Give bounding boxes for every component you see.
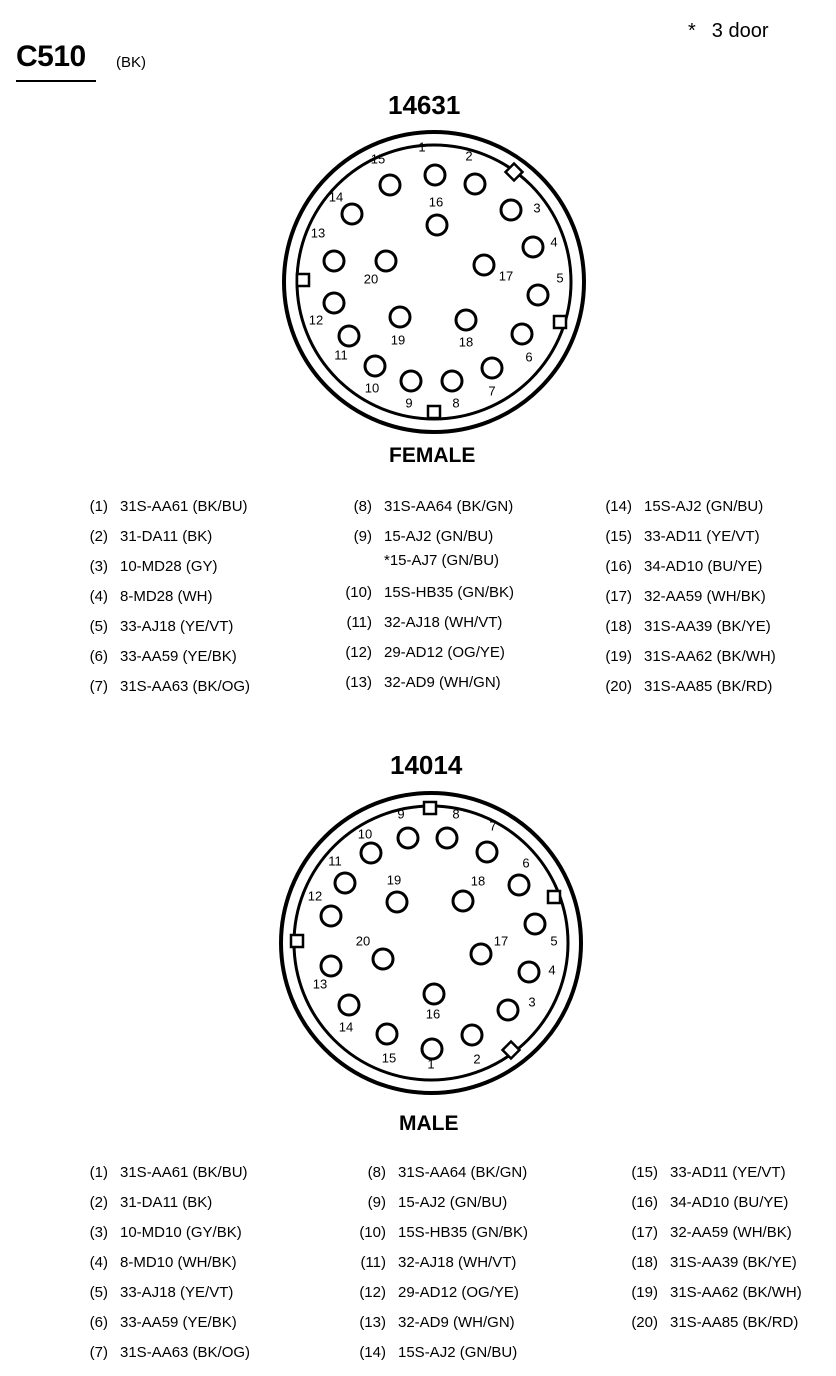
male-circuit: 31S-AA62 (BK/WH)	[670, 1284, 802, 1301]
female-pin-6	[512, 324, 532, 344]
female-pin-label-5: 5	[556, 270, 564, 286]
female-circuit: 32-AJ18 (WH/VT)	[384, 614, 503, 631]
female-pin-row	[72, 552, 218, 582]
male-pin-row	[350, 1278, 519, 1308]
female-circuit: 15S-AJ2 (GN/BU)	[644, 498, 764, 515]
male-pin-label-1: 1	[427, 1056, 435, 1072]
female-pin-label-3: 3	[533, 200, 541, 216]
male-circuit: 31S-AA39 (BK/YE)	[670, 1254, 797, 1271]
female-pin-label-1: 1	[418, 139, 426, 155]
female-circuit: 31S-AA85 (BK/RD)	[644, 678, 773, 695]
male-circuit: 29-AD12 (OG/YE)	[398, 1284, 519, 1301]
male-pin-number: (11)	[360, 1254, 386, 1271]
male-pin-row	[72, 1338, 250, 1368]
female-circuit: 15S-HB35 (GN/BK)	[384, 584, 515, 601]
male-pin-row	[350, 1218, 528, 1248]
female-pin-number: (1)	[89, 498, 108, 515]
female-key-notch	[554, 316, 566, 328]
female-key-notch	[297, 274, 309, 286]
male-pin-3	[498, 1000, 518, 1020]
male-pin-17	[471, 944, 491, 964]
male-pin-row	[72, 1188, 212, 1218]
male-part-number: 14014	[390, 750, 463, 780]
female-pin-label-18: 18	[458, 334, 474, 350]
male-pin-list	[0, 1158, 836, 1376]
male-pin-row	[622, 1188, 788, 1218]
male-pin-row	[72, 1308, 237, 1338]
female-pin-label-6: 6	[525, 349, 533, 365]
female-pin-4	[523, 237, 543, 257]
female-pin-number: (11)	[346, 614, 372, 631]
male-circuit: 15S-HB35 (GN/BK)	[398, 1224, 529, 1241]
male-pin-7	[477, 842, 497, 862]
male-connector-diagram	[273, 785, 593, 1105]
female-pin-19	[390, 307, 410, 327]
male-pin-label-11: 11	[328, 853, 342, 869]
female-pin-label-4: 4	[550, 234, 558, 250]
female-circuit: 31-DA11 (BK)	[120, 528, 213, 545]
male-pin-number: (20)	[631, 1314, 658, 1331]
male-pin-18	[453, 891, 473, 911]
female-key-notch	[428, 406, 440, 418]
female-circuit: 29-AD12 (OG/YE)	[384, 644, 505, 661]
male-pin-number: (18)	[631, 1254, 658, 1271]
male-pin-number: (4)	[89, 1254, 108, 1271]
male-pin-row	[622, 1218, 792, 1248]
male-pin-number: (9)	[367, 1194, 386, 1211]
female-circuit: 32-AD9 (WH/GN)	[384, 674, 501, 691]
male-pin-row	[622, 1278, 802, 1308]
male-pin-label-10: 10	[357, 826, 373, 842]
female-pin-16	[427, 215, 447, 235]
note-text: 3 door	[711, 20, 769, 42]
female-pin-number: (13)	[345, 674, 372, 691]
female-pin-number: (10)	[345, 584, 372, 601]
female-circuit: 33-AJ18 (YE/VT)	[120, 618, 234, 635]
female-circuit: 33-AD11 (YE/VT)	[644, 528, 760, 545]
female-pin-13	[324, 251, 344, 271]
male-pin-label-5: 5	[550, 933, 558, 949]
male-circuit: 31S-AA85 (BK/RD)	[670, 1314, 799, 1331]
male-pin-number: (7)	[89, 1344, 108, 1361]
male-pin-label-20: 20	[355, 933, 371, 949]
female-circuit: 15-AJ2 (GN/BU)	[384, 528, 494, 545]
male-key-notch	[291, 935, 303, 947]
female-pin-label-2: 2	[465, 148, 473, 164]
female-pin-row	[336, 638, 505, 668]
male-key-notch	[424, 802, 436, 814]
male-pin-label-16: 16	[425, 1006, 441, 1022]
female-pin-label-7: 7	[488, 383, 496, 399]
female-circuit: 32-AA59 (WH/BK)	[644, 588, 766, 605]
female-pin-row	[336, 578, 514, 608]
male-pin-12	[321, 906, 341, 926]
male-pin-16	[424, 984, 444, 1004]
female-pin-label-10: 10	[364, 380, 380, 396]
connector-color: (BK)	[116, 54, 146, 71]
female-pin-row	[596, 522, 760, 552]
male-pin-row	[622, 1158, 786, 1188]
male-pin-20	[373, 949, 393, 969]
female-pin-number: (19)	[605, 648, 632, 665]
female-pin-label-17: 17	[498, 268, 514, 284]
female-pin-row	[596, 642, 776, 672]
male-pin-row	[350, 1338, 517, 1368]
female-pin-number: (7)	[89, 678, 108, 695]
male-pin-number: (14)	[359, 1344, 386, 1361]
female-pin-18	[456, 310, 476, 330]
male-pin-15	[377, 1024, 397, 1044]
female-pin-number: (6)	[89, 648, 108, 665]
female-pin-label-12: 12	[308, 312, 324, 328]
female-circuit: 31S-AA63 (BK/OG)	[120, 678, 251, 695]
female-pin-label-20: 20	[363, 271, 379, 287]
male-pin-number: (10)	[359, 1224, 386, 1241]
male-pin-row	[72, 1158, 248, 1188]
male-pin-6	[509, 875, 529, 895]
female-circuit: 8-MD28 (WH)	[120, 588, 213, 605]
female-circuit-alt: *15-AJ7 (GN/BU)	[384, 552, 500, 569]
note-symbol: *	[688, 20, 696, 42]
female-pin-number: (20)	[605, 678, 632, 695]
male-pin-number: (3)	[89, 1224, 108, 1241]
connector-id: C510	[16, 40, 86, 73]
male-circuit: 31-DA11 (BK)	[120, 1194, 213, 1211]
female-pin-8	[442, 371, 462, 391]
male-pin-label-7: 7	[489, 818, 497, 834]
female-pin-number: (14)	[605, 498, 632, 515]
male-circuit: 34-AD10 (BU/YE)	[670, 1194, 789, 1211]
male-key-notch	[503, 1042, 520, 1059]
male-circuit: 33-AA59 (YE/BK)	[120, 1314, 237, 1331]
female-circuit: 31S-AA62 (BK/WH)	[644, 648, 776, 665]
female-pin-row	[336, 492, 513, 522]
female-circuit: 10-MD28 (GY)	[120, 558, 218, 575]
female-pin-number: (5)	[89, 618, 108, 635]
female-pin-12	[324, 293, 344, 313]
male-pin-number: (17)	[631, 1224, 658, 1241]
male-pin-label-6: 6	[522, 855, 530, 871]
male-circuit: 10-MD10 (GY/BK)	[120, 1224, 242, 1241]
female-pin-number: (12)	[345, 644, 372, 661]
female-circuit: 31S-AA61 (BK/BU)	[120, 498, 248, 515]
female-pin-number: (4)	[89, 588, 108, 605]
female-pin-label-11: 11	[334, 347, 348, 363]
male-pin-label-17: 17	[493, 933, 509, 949]
female-pin-1	[425, 165, 445, 185]
male-circuit: 33-AD11 (YE/VT)	[670, 1164, 786, 1181]
female-circuit: 31S-AA64 (BK/GN)	[384, 498, 514, 515]
female-pin-row	[596, 612, 771, 642]
male-pin-row	[350, 1158, 527, 1188]
male-pin-label-3: 3	[528, 994, 536, 1010]
male-pin-11	[335, 873, 355, 893]
female-label: FEMALE	[389, 444, 476, 467]
male-pin-row	[350, 1188, 507, 1218]
male-pin-5	[525, 914, 545, 934]
male-circuit: 8-MD10 (WH/BK)	[120, 1254, 237, 1271]
female-pin-row	[596, 492, 763, 522]
female-pin-3	[501, 200, 521, 220]
male-pin-row	[72, 1278, 233, 1308]
male-pin-number: (13)	[359, 1314, 386, 1331]
female-pin-row	[72, 492, 248, 522]
male-key-notch	[548, 891, 560, 903]
female-pin-label-14: 14	[328, 189, 344, 205]
female-pin-number: (3)	[89, 558, 108, 575]
female-pin-10	[365, 356, 385, 376]
female-pin-row	[336, 668, 501, 698]
male-pin-9	[398, 828, 418, 848]
male-circuit: 31S-AA61 (BK/BU)	[120, 1164, 248, 1181]
male-circuit: 31S-AA63 (BK/OG)	[120, 1344, 251, 1361]
male-circuit: 33-AJ18 (YE/VT)	[120, 1284, 234, 1301]
female-pin-11	[339, 326, 359, 346]
female-pin-number: (18)	[605, 618, 632, 635]
female-pin-9	[401, 371, 421, 391]
male-circuit: 32-AD9 (WH/GN)	[398, 1314, 515, 1331]
female-pin-number: (8)	[353, 498, 372, 515]
male-pin-label-4: 4	[548, 962, 556, 978]
female-pin-row	[596, 582, 766, 612]
female-pin-5	[528, 285, 548, 305]
female-pin-label-13: 13	[310, 225, 326, 241]
male-circuit: 15-AJ2 (GN/BU)	[398, 1194, 508, 1211]
female-pin-2	[465, 174, 485, 194]
male-pin-number: (1)	[89, 1164, 108, 1181]
female-pin-row	[72, 612, 233, 642]
male-pin-number: (5)	[89, 1284, 108, 1301]
female-pin-20	[376, 251, 396, 271]
female-pin-label-15: 15	[370, 151, 386, 167]
female-pin-number: (17)	[605, 588, 632, 605]
female-pin-row	[72, 522, 212, 552]
female-pin-row	[596, 672, 772, 702]
male-pin-row	[72, 1218, 242, 1248]
female-circuit: 31S-AA39 (BK/YE)	[644, 618, 771, 635]
male-pin-19	[387, 892, 407, 912]
male-pin-label-12: 12	[307, 888, 323, 904]
female-pin-7	[482, 358, 502, 378]
female-pin-label-16: 16	[428, 194, 444, 210]
male-pin-14	[339, 995, 359, 1015]
female-circuit: 33-AA59 (YE/BK)	[120, 648, 237, 665]
male-pin-label-18: 18	[470, 873, 486, 889]
male-pin-row	[622, 1308, 798, 1338]
male-pin-number: (6)	[89, 1314, 108, 1331]
male-pin-10	[361, 843, 381, 863]
female-pin-row	[336, 608, 502, 638]
male-pin-number: (16)	[631, 1194, 658, 1211]
male-pin-number: (2)	[89, 1194, 108, 1211]
female-pin-row	[72, 582, 213, 612]
male-pin-label-9: 9	[397, 806, 405, 822]
male-circuit: 32-AA59 (WH/BK)	[670, 1224, 792, 1241]
male-pin-label-8: 8	[452, 806, 460, 822]
female-circuit: 34-AD10 (BU/YE)	[644, 558, 763, 575]
female-pin-row	[72, 642, 237, 672]
male-pin-label-19: 19	[386, 872, 402, 888]
male-circuit: 15S-AJ2 (GN/BU)	[398, 1344, 518, 1361]
female-connector-diagram	[276, 124, 596, 444]
female-pin-label-8: 8	[452, 395, 460, 411]
male-pin-label-2: 2	[473, 1051, 481, 1067]
male-pin-13	[321, 956, 341, 976]
male-circuit: 31S-AA64 (BK/GN)	[398, 1164, 528, 1181]
female-part-number: 14631	[388, 90, 461, 120]
female-pin-number: (16)	[605, 558, 632, 575]
male-pin-number: (15)	[631, 1164, 658, 1181]
male-pin-number: (19)	[631, 1284, 658, 1301]
female-pin-label-19: 19	[390, 332, 406, 348]
female-pin-14	[342, 204, 362, 224]
female-pin-list	[0, 492, 836, 722]
female-pin-number: (15)	[605, 528, 632, 545]
female-pin-row	[72, 672, 250, 702]
male-pin-row	[622, 1248, 797, 1278]
female-pin-15	[380, 175, 400, 195]
male-pin-2	[462, 1025, 482, 1045]
female-pin-17	[474, 255, 494, 275]
female-pin-number: (9)	[353, 528, 372, 545]
male-pin-row	[72, 1248, 237, 1278]
male-pin-4	[519, 962, 539, 982]
male-pin-8	[437, 828, 457, 848]
male-pin-label-13: 13	[312, 976, 328, 992]
male-pin-number: (8)	[367, 1164, 386, 1181]
male-pin-row	[350, 1248, 516, 1278]
connector-id-underline	[16, 80, 96, 82]
female-pin-label-9: 9	[405, 395, 413, 411]
male-pin-label-15: 15	[381, 1050, 397, 1066]
male-pin-number: (12)	[359, 1284, 386, 1301]
male-circuit: 32-AJ18 (WH/VT)	[398, 1254, 517, 1271]
male-pin-row	[350, 1308, 515, 1338]
female-pin-number: (2)	[89, 528, 108, 545]
female-pin-row	[596, 552, 762, 582]
male-label: MALE	[399, 1112, 459, 1135]
door-note	[688, 20, 769, 43]
male-pin-label-14: 14	[338, 1019, 354, 1035]
